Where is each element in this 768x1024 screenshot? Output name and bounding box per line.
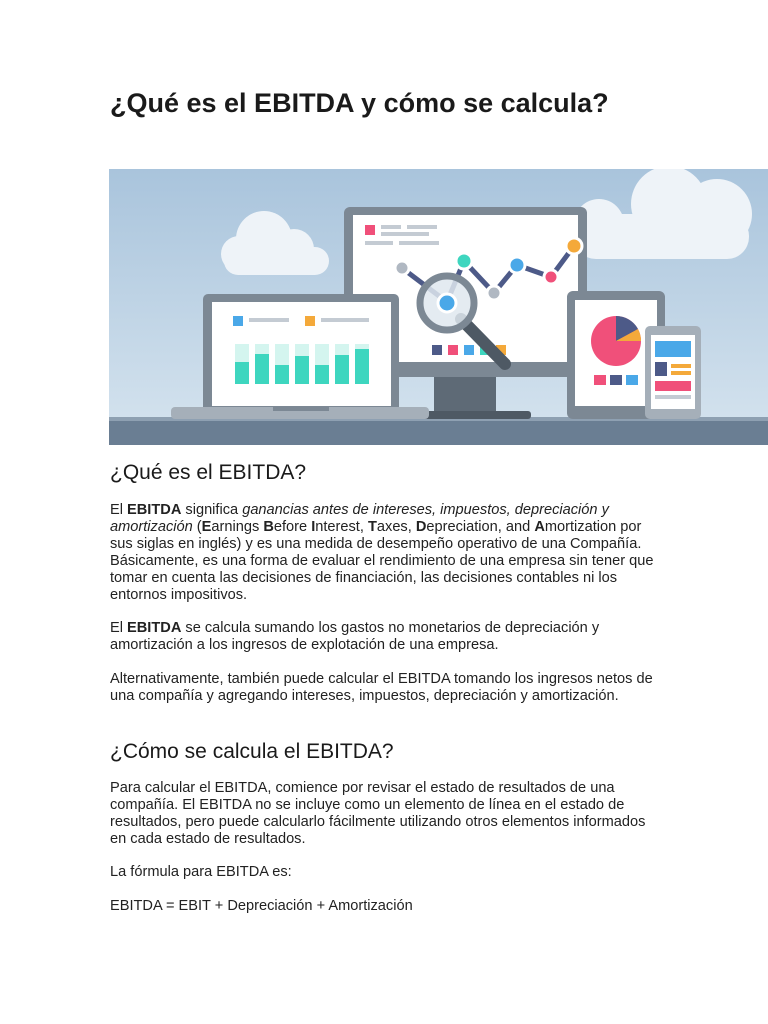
desk (109, 419, 768, 445)
paragraph-alternative: Alternativamente, también puede calcular el EBITDA tomando los ingresos netos de una compañía y agregando intereses, impuestos, depreciación y amortización. (110, 671, 653, 704)
paragraph-definition: El EBITDA significa ganancias antes de intereses, impuestos, depreciación y amortización (Earnings Before Interest, Taxes, Depreciation, and Amortization por sus siglas en inglés) y es una medida de desempeño operativo de una Compañía. Básicamente, es una forma de evaluar el rendimiento de una empresa sin tener que tomar en cuenta las decisiones de financiación, las decisiones contables ni los entornos impositivos. (110, 502, 654, 603)
paragraph-formula-intro: La fórmula para EBITDA es: (110, 864, 292, 880)
section-heading-how-to-calculate: ¿Cómo se calcula el EBITDA? (110, 740, 394, 763)
term-ebitda: EBITDA (127, 502, 182, 518)
paragraph-income-statement: Para calcular el EBITDA, comience por revisar el estado de resultados de una compañía. El EBITDA no se incluye como un elemento de línea en el estado de resultados, pero puede calcularlo fácilmente utilizando otros elementos informados en cada estado de resultados. (110, 780, 646, 847)
laptop (171, 294, 429, 419)
term-ebitda: EBITDA (127, 620, 182, 636)
analytics-devices-illustration (109, 169, 768, 445)
formula-text: EBITDA = EBIT + Depreciación + Amortización (110, 898, 413, 914)
paragraph-calculation: El EBITDA se calcula sumando los gastos no monetarios de depreciación y amortización a los ingresos de explotación de una empresa. (110, 620, 600, 653)
definition-italic: ganancias antes de intereses, impuestos, depreciación y amortización (110, 502, 609, 535)
section-heading-what-is-ebitda: ¿Qué es el EBITDA? (110, 461, 307, 484)
page-title: ¿Qué es el EBITDA y cómo se calcula? (110, 88, 609, 118)
phone (645, 326, 701, 419)
